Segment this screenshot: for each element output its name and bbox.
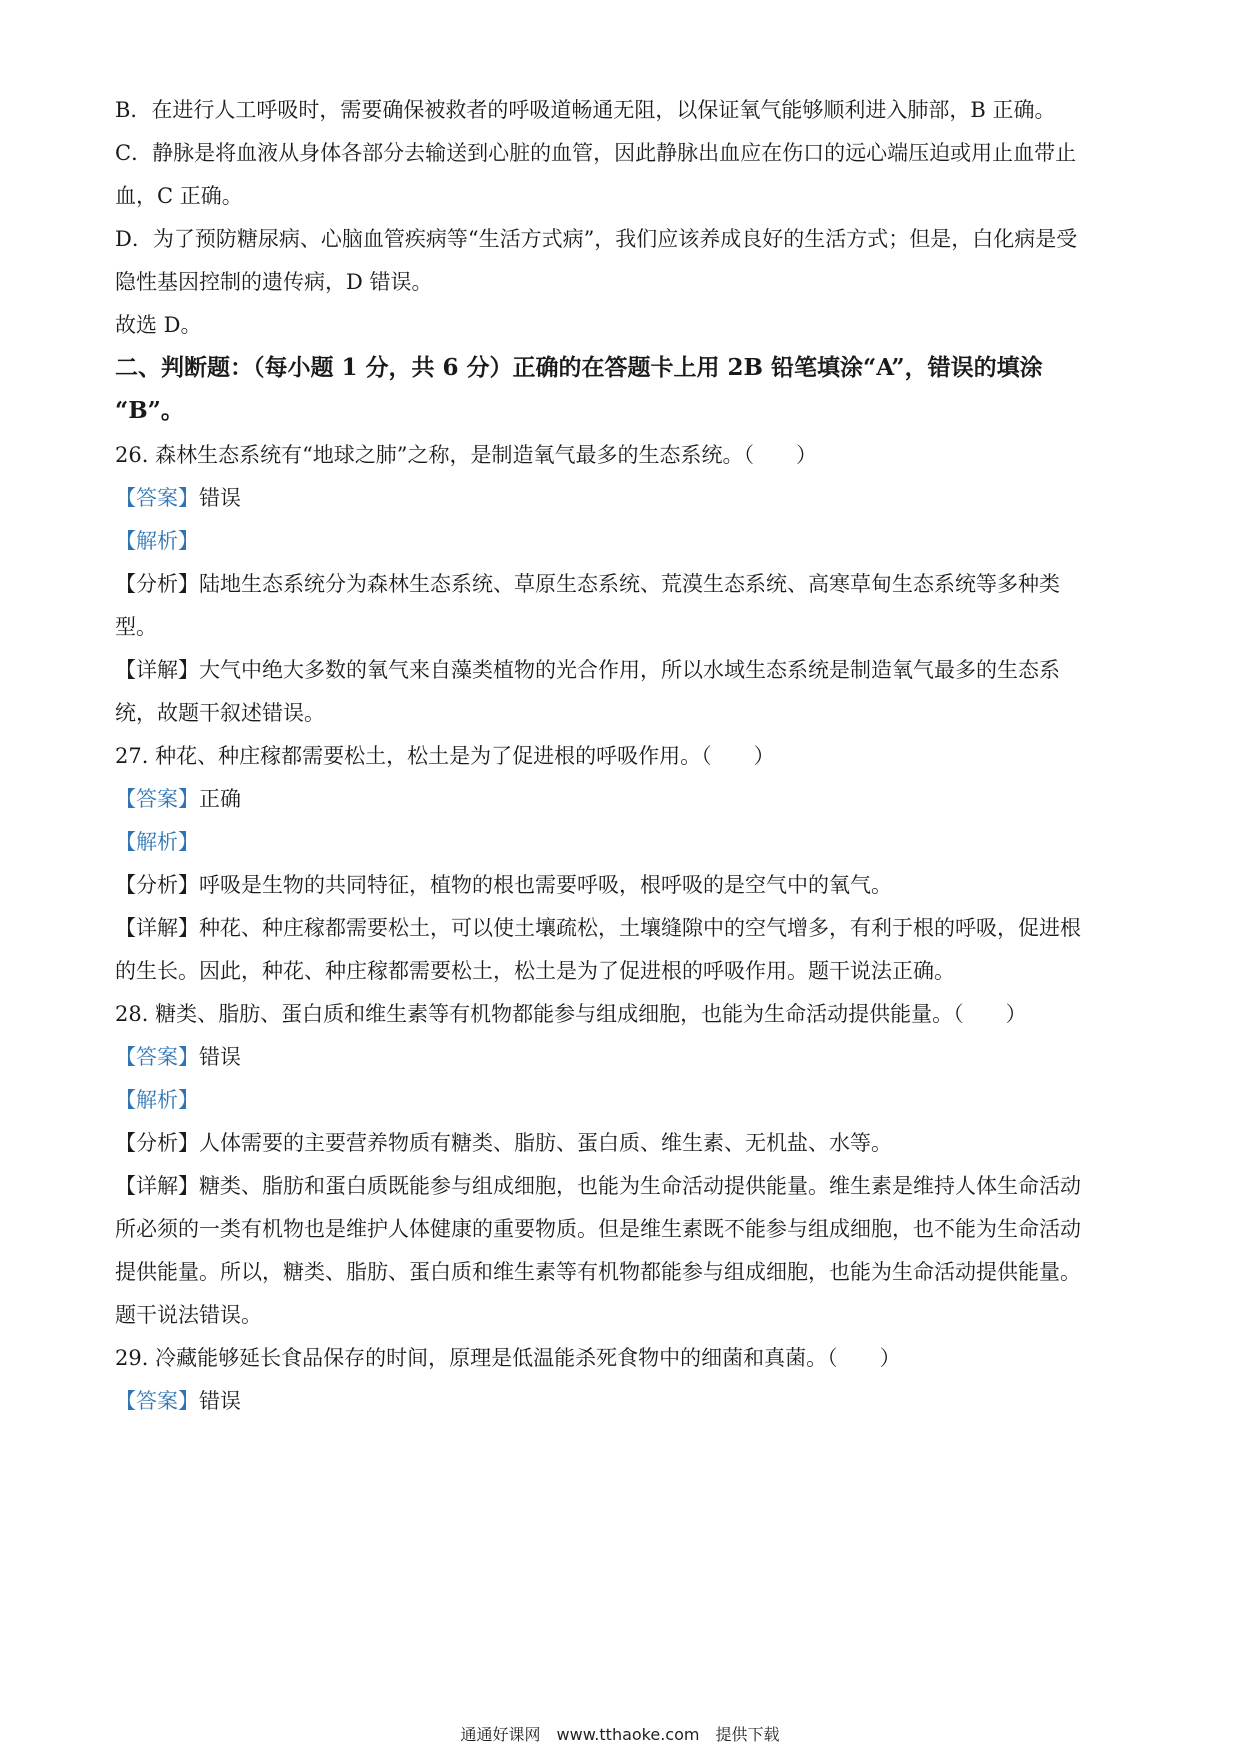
xiangjie-26-cont: 统，故题干叙述错误。 bbox=[115, 701, 325, 725]
xiangjie-27-cont: 的生长。因此，种花、种庄稼都需要松土，松土是为了促进根的呼吸作用。题干说法正确。 bbox=[115, 959, 955, 983]
xiangjie-26: 【详解】大气中绝大多数的氧气来自藻类植物的光合作用，所以水域生态系统是制造氧气最多的生态系 bbox=[115, 658, 1060, 682]
option-b-text: B．在进行人工呼吸时，需要确保被救者的呼吸道畅通无阻，以保证氧气能够顺利进入肺部，B 正确。 bbox=[115, 98, 1056, 122]
xiangjie-27: 【详解】种花、种庄稼都需要松土，可以使土壤疏松，土壤缝隙中的空气增多，有利于根的呼吸，促进根 bbox=[115, 916, 1081, 940]
answer-value: 错误 bbox=[199, 1045, 241, 1069]
xiangjie-28-cont1: 所必须的一类有机物也是维护人体健康的重要物质。但是维生素既不能参与组成细胞，也不能为生命活动 bbox=[115, 1217, 1081, 1241]
section-heading: 二、判断题：（每小题 1 分，共 6 分）正确的在答题卡上用 2B 铅笔填涂“A”，错误的填涂 bbox=[115, 354, 1043, 381]
option-c-text: C．静脉是将血液从身体各部分去输送到心脏的血管，因此静脉出血应在伤口的远心端压迫或用止血带止 bbox=[115, 141, 1077, 165]
answer-tag: 【答案】 bbox=[115, 787, 199, 811]
answer-tag: 【答案】 bbox=[115, 1389, 199, 1413]
answer-26 bbox=[115, 483, 241, 513]
section-heading-cont: “B”。 bbox=[115, 397, 184, 424]
option-c-text-cont: 血，C 正确。 bbox=[115, 184, 243, 208]
answer-value: 错误 bbox=[199, 486, 241, 510]
choice-conclusion: 故选 D。 bbox=[115, 313, 202, 337]
answer-value: 错误 bbox=[199, 1389, 241, 1413]
answer-value: 正确 bbox=[199, 787, 241, 811]
answer-28 bbox=[115, 1042, 241, 1072]
question-26: 26. 森林生态系统有“地球之肺”之称，是制造氧气最多的生态系统。（ ） bbox=[115, 443, 818, 467]
xiangjie-28-cont3: 题干说法错误。 bbox=[115, 1303, 262, 1327]
analysis-tag-28: 【解析】 bbox=[115, 1088, 199, 1112]
answer-tag: 【答案】 bbox=[115, 486, 199, 510]
option-d-text: D．为了预防糖尿病、心脑血管疾病等“生活方式病”，我们应该养成良好的生活方式；但是，白化病是受 bbox=[115, 227, 1078, 251]
fenxi-26: 【分析】陆地生态系统分为森林生态系统、草原生态系统、荒漠生态系统、高寒草甸生态系统等多种类 bbox=[115, 572, 1060, 596]
xiangjie-28: 【详解】糖类、脂肪和蛋白质既能参与组成细胞，也能为生命活动提供能量。维生素是维持人体生命活动 bbox=[115, 1174, 1081, 1198]
page-footer: 通通好课网 www.tthaoke.com 提供下载 bbox=[460, 1725, 780, 1744]
fenxi-27: 【分析】呼吸是生物的共同特征，植物的根也需要呼吸，根呼吸的是空气中的氧气。 bbox=[115, 873, 892, 897]
answer-tag: 【答案】 bbox=[115, 1045, 199, 1069]
option-d-text-cont: 隐性基因控制的遗传病，D 错误。 bbox=[115, 270, 433, 294]
question-29: 29. 冷藏能够延长食品保存的时间，原理是低温能杀死食物中的细菌和真菌。（ ） bbox=[115, 1346, 901, 1370]
xiangjie-28-cont2: 提供能量。所以，糖类、脂肪、蛋白质和维生素等有机物都能参与组成细胞，也能为生命活动提供能量。 bbox=[115, 1260, 1081, 1284]
analysis-tag-27: 【解析】 bbox=[115, 830, 199, 854]
answer-29 bbox=[115, 1386, 241, 1416]
analysis-tag-26: 【解析】 bbox=[115, 529, 199, 553]
fenxi-26-cont: 型。 bbox=[115, 615, 157, 639]
answer-27 bbox=[115, 784, 241, 814]
fenxi-28: 【分析】人体需要的主要营养物质有糖类、脂肪、蛋白质、维生素、无机盐、水等。 bbox=[115, 1131, 892, 1155]
question-27: 27. 种花、种庄稼都需要松土，松土是为了促进根的呼吸作用。（ ） bbox=[115, 744, 775, 768]
question-28: 28. 糖类、脂肪、蛋白质和维生素等有机物都能参与组成细胞，也能为生命活动提供能量。（ ） bbox=[115, 1002, 1027, 1026]
